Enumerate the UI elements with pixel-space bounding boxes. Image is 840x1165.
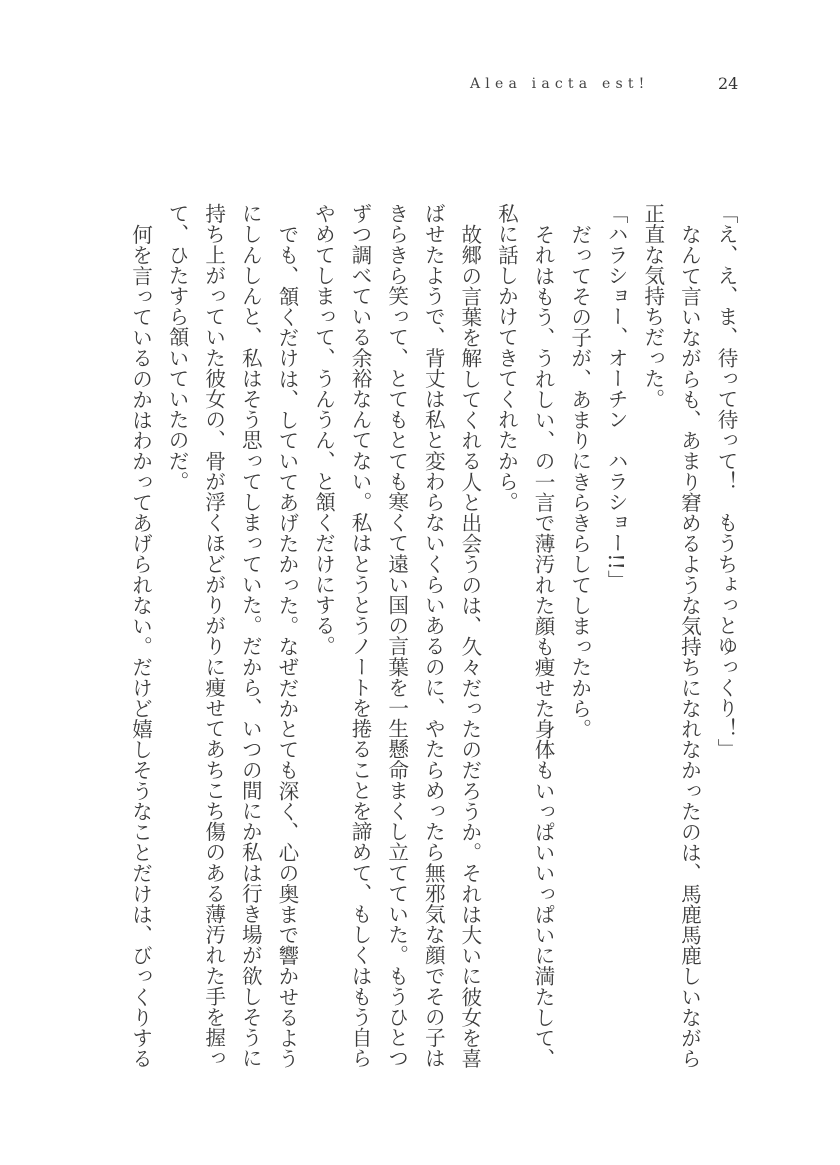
paragraph: だってその子が、あまりにきらきらしてしまったから。	[567, 223, 592, 739]
paragraph: それはもう、うれしい、の一言で薄汚れた顔も痩せた身体もいっぱいいっぱいに満たして、私に話しかけてきてくれたから。	[494, 203, 556, 1069]
page-number: 24	[718, 74, 739, 93]
paragraph: 「ハラショー、オーチン ハラショー!!」	[604, 203, 629, 591]
paragraph: でも、頷くだけは、していてあげたかった。なぜだかとても深く、心の奥まで響かせるようにしんしんと、私はそう思ってしまっていた。だから、いつの間にか私は行き場が欲しそうに持ち上がっていた彼女の、骨が浮くほどがりがりに痩せてあちこち傷のある薄汚れた手を握って、ひたすら頷いていたのだ。	[165, 203, 299, 1069]
paragraph: 何を言っているのかはわかってあげられない。だけど嬉しそうなことだけは、びっくりする	[128, 223, 153, 1069]
paragraph: なんて言いながらも、あまり窘めるような気持ちになれなかったのは、馬鹿馬鹿しいながら正直な気持ちだった。	[640, 203, 702, 1069]
running-head: Alea iacta est!	[470, 76, 650, 92]
paragraph: 故郷の言葉を解してくれる人と出会うのは、久々だったのだろうか。それは大いに彼女を喜ばせたようで、背丈は私と変わらないくらいあるのに、やたらめったら無邪気な顔でその子はきらきら笑って、とてもとても寒くて遠い国の言葉を一生懸命まくし立てていた。もうひとつずつ調べている余裕なんてない。私はとうとうノートを捲ることを諦めて、もしくはもう自らやめてしまって、うんうん、と頷くだけにする。	[311, 203, 482, 1069]
body-text	[122, 203, 744, 1069]
paragraph: 「え、え、ま、待って待って！ もうちょっとゆっくり！」	[714, 203, 738, 760]
